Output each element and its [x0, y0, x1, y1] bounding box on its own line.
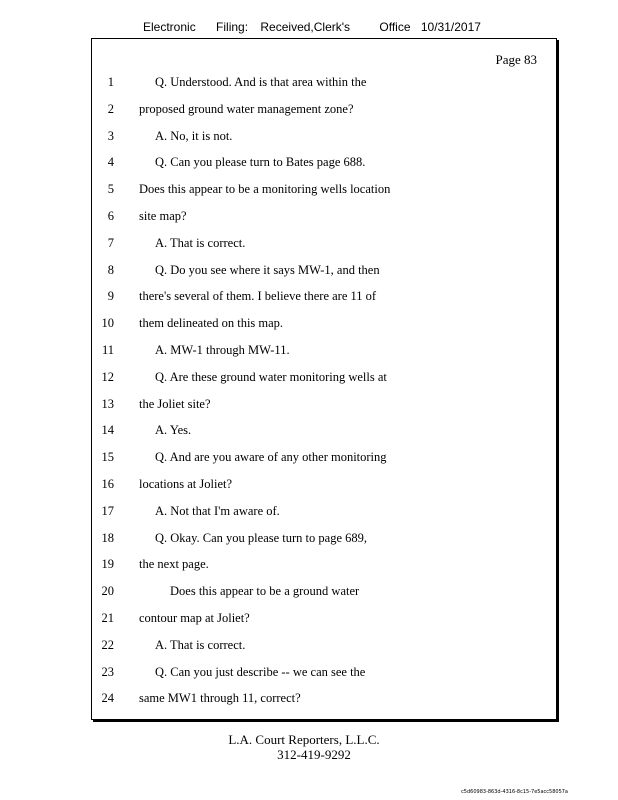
transcript-line — [92, 529, 556, 556]
line-text: Q. Are these ground water monitoring wells at — [155, 369, 387, 384]
line-number: 12 — [101, 369, 114, 384]
line-number: 5 — [107, 182, 114, 197]
transcript-line — [92, 207, 556, 234]
line-number: 22 — [101, 637, 114, 652]
transcript-lines — [92, 73, 556, 716]
transcript-line — [92, 153, 556, 180]
line-text: Does this appear to be a ground water — [170, 584, 360, 599]
transcript-line — [92, 448, 556, 475]
line-text: them delineated on this map. — [139, 316, 284, 331]
transcript-line — [92, 368, 556, 395]
line-number: 18 — [101, 530, 114, 545]
page-number: Page 83 — [495, 52, 537, 67]
line-number: 20 — [101, 584, 114, 599]
line-text: A. MW-1 through MW-11. — [155, 342, 290, 357]
line-number: 21 — [101, 610, 114, 625]
transcript-line — [92, 341, 556, 368]
transcript-line — [92, 261, 556, 288]
line-number: 6 — [107, 208, 114, 223]
line-text: there's several of them. I believe there are 11 of — [139, 289, 377, 304]
line-number: 4 — [107, 155, 114, 170]
line-number: 7 — [107, 235, 114, 250]
line-number: 8 — [107, 262, 114, 277]
transcript-line — [92, 502, 556, 529]
document-hash: c5d60983-863d-4316-8c15-7e5acc58057a — [461, 789, 568, 795]
transcript-line — [92, 234, 556, 261]
line-text: A. That is correct. — [155, 235, 246, 250]
line-text: the Joliet site? — [139, 396, 211, 411]
line-number: 24 — [101, 691, 114, 706]
transcript-line — [92, 395, 556, 422]
line-number: 17 — [101, 503, 114, 518]
line-text: site map? — [139, 208, 187, 223]
line-text: A. Not that I'm aware of. — [155, 503, 280, 518]
line-text: Q. Do you see where it says MW-1, and then — [155, 262, 380, 277]
transcript-line — [92, 582, 556, 609]
line-text: the next page. — [139, 557, 209, 572]
filing-date: 10/31/2017 — [420, 20, 481, 34]
line-number: 11 — [101, 342, 114, 357]
transcript-line — [92, 663, 556, 690]
line-number: 16 — [101, 476, 114, 491]
line-text: Q. Can you just describe -- we can see the — [155, 664, 366, 679]
line-text: contour map at Joliet? — [139, 610, 250, 625]
transcript-line — [92, 180, 556, 207]
transcript-line — [92, 287, 556, 314]
transcript-line — [92, 73, 556, 100]
transcript-line — [92, 609, 556, 636]
transcript-line — [92, 421, 556, 448]
line-text: same MW1 through 11, correct? — [139, 691, 301, 706]
line-number: 2 — [107, 101, 114, 116]
transcript-line — [92, 100, 556, 127]
court-reporter-phone: 312-419-9292 — [277, 747, 351, 762]
line-text: Q. Understood. And is that area within the — [155, 75, 367, 89]
transcript-line — [92, 636, 556, 663]
line-number: 3 — [107, 128, 114, 143]
line-number: 13 — [101, 396, 114, 411]
filing-label: Filing: — [216, 20, 249, 34]
line-text: Does this appear to be a monitoring wells location — [139, 182, 391, 197]
line-number: 14 — [101, 423, 114, 438]
line-text: A. No, it is not. — [155, 128, 233, 143]
line-text: Q. Can you please turn to Bates page 688. — [155, 155, 366, 170]
line-number: 23 — [101, 664, 114, 679]
line-number: 15 — [101, 450, 114, 465]
transcript-line — [92, 127, 556, 154]
line-text: A. Yes. — [155, 423, 192, 438]
court-reporter-name: L.A. Court Reporters, L.L.C. — [228, 732, 380, 747]
transcript-line — [92, 475, 556, 502]
line-number: 1 — [107, 75, 114, 89]
transcript-line — [92, 555, 556, 582]
transcript-page — [91, 38, 557, 720]
filing-electronic: Electronic — [143, 20, 196, 34]
transcript-line — [92, 314, 556, 341]
line-number: 19 — [101, 557, 114, 572]
filing-received-clerk: Received,Clerk's — [260, 20, 351, 34]
filing-office: Office — [379, 20, 411, 34]
page-footer — [0, 732, 618, 762]
line-text: A. That is correct. — [155, 637, 246, 652]
line-text: locations at Joliet? — [139, 476, 233, 491]
line-number: 10 — [101, 316, 114, 331]
line-text: Q. And are you aware of any other monitoring — [155, 450, 387, 465]
line-text: Q. Okay. Can you please turn to page 689, — [155, 530, 367, 545]
filing-stamp-header — [143, 20, 481, 34]
transcript-line — [92, 689, 556, 716]
line-text: proposed ground water management zone? — [139, 101, 354, 116]
line-number: 9 — [107, 289, 114, 304]
